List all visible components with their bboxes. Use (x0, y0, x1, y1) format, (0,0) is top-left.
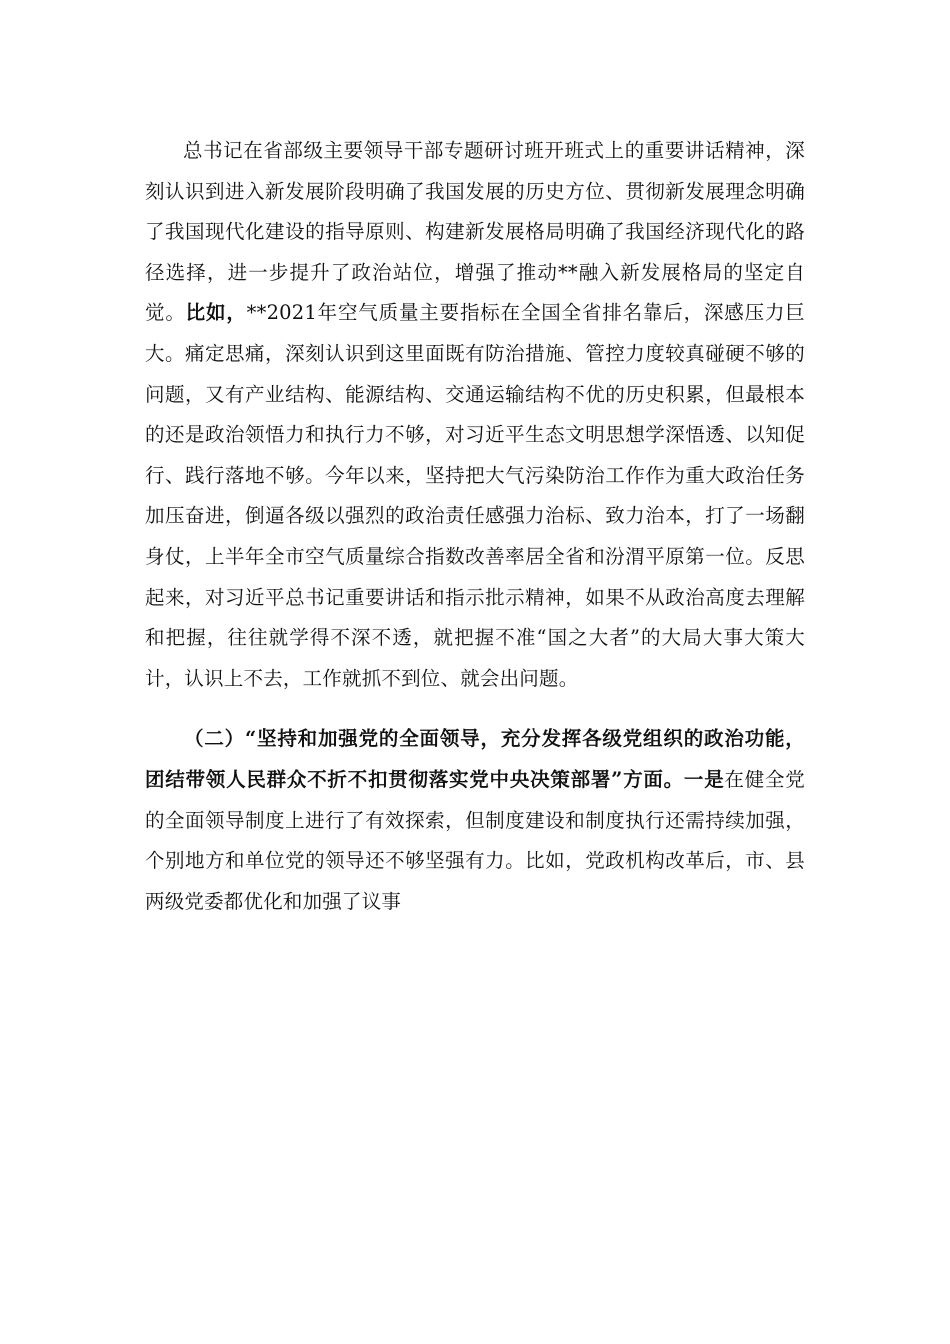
document-body (145, 131, 805, 922)
paragraph-1 (145, 131, 805, 699)
paragraph-1-text-a: 总书记在省部级主要领导干部专题研讨班开班式上的重要讲话精神，深刻认识到进入新发展阶段明确了我国发展的历史方位、贯彻新发展理念明确了我国现代化建设的指导原则、构建新发展格局明确了我国经济现代化的路径选择，进一步提升了政治站位，增强了推动**融入新发展格局的坚定自觉。 (145, 139, 805, 325)
section-heading-2: （二）“坚持和加强党的全面领导，充分发挥各级党组织的政治功能，团结带领人民群众不折不扣贯彻落实党中央决策部署”方面。一是 (145, 727, 805, 791)
paragraph-2-text: 在健全党的全面领导制度上进行了有效探索，但制度建设和制度执行还需持续加强，个别地方和单位党的领导还不够坚强有力。比如，党政机构改革后，市、县两级党委都优化和加强了议事 (145, 767, 805, 913)
paragraph-1-bold-example: 比如， (185, 301, 247, 325)
paragraph-spacer (145, 699, 805, 719)
paragraph-1-text-b: **2021年空气质量主要指标在全国全省排名靠后，深感压力巨大。痛定思痛，深刻认识到这里面既有防治措施、管控力度较真碰硬不够的问题，又有产业结构、能源结构、交通运输结构不优的历史积累，但最根本的还是政治领悟力和执行力不够，对习近平生态文明思想学深悟透、以知促行、践行落地不够。今年以来，坚持把大气污染防治工作作为重大政治任务加压奋进，倒逼各级以强烈的政治责任感强力治标、致力治本，打了一场翻身仗，上半年全市空气质量综合指数改善率居全省和汾渭平原第一位。反思起来，对习近平总书记重要讲话和指示批示精神，如果不从政治高度去理解和把握，往往就学得不深不透，就把握不准“国之大者”的大局大事大策大计，认识上不去，工作就抓不到位、就会出问题。 (145, 301, 805, 690)
paragraph-2 (145, 719, 805, 922)
